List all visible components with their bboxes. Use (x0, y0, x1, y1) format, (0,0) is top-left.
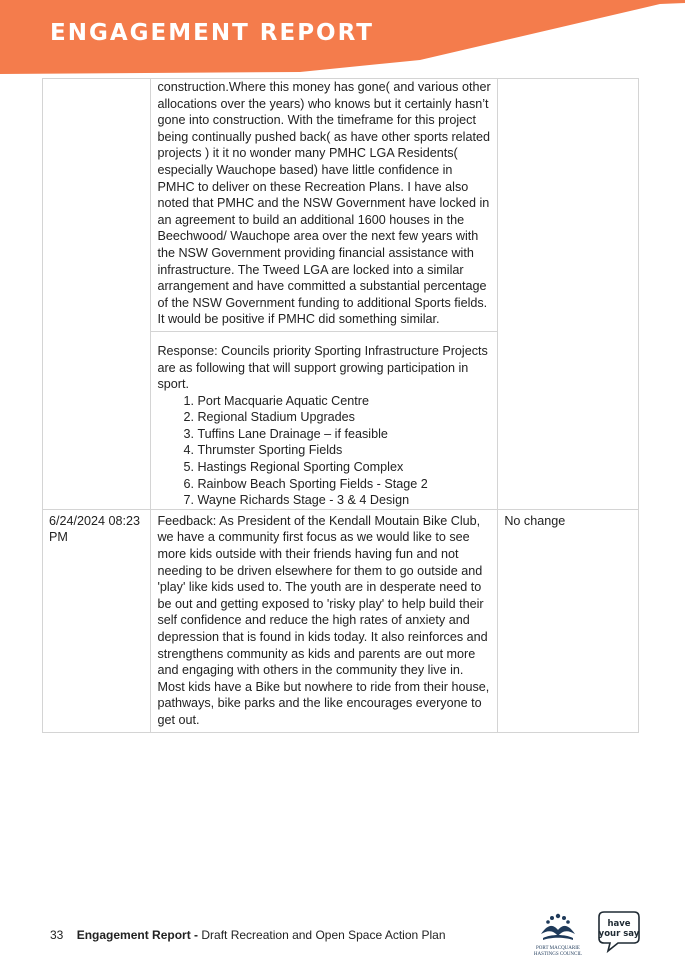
list-item: 2. Regional Stadium Upgrades (197, 409, 491, 426)
page-number: 33 (50, 928, 64, 942)
date-cell (43, 79, 151, 510)
change-cell: No change (498, 509, 639, 732)
council-logo-line2: HASTINGS COUNCIL (533, 952, 583, 957)
list-item: 4. Thrumster Sporting Fields (197, 442, 491, 459)
feedback-table (42, 78, 639, 733)
feedback-cell: Feedback: As President of the Kendall Moutain Bike Club, we have a community first focus as we would like to see more kids outside with their friends having fun and not needing to be driven elsewhere for them to go outside and 'play' like kids used to. The youth are in desperate need to be out and getting exposed to 'risky play' to help build their self confidence and reduce the high rates of anxiety and depression that is found in kids today. It also reinforces and strengthens community as kids and parents are out more and engaging with others in the community they live in. Most kids have a Bike but nowhere to ride from their house, pathways, bike parks and the like encourages everyone to get out. (151, 509, 498, 732)
feedback-cell: construction.Where this money has gone( and various other allocations over the years) who knows but it certainly hasn’t gone into construction. With the timeframe for this project being continually pushed back( as have other sports related projects ) it it no wonder many PMHC LGA Residents( especially Wauchope based) have little confidence in PMHC to deliver on these Recreation Plans. I have also noted that PMHC and the NSW Government have locked in an agreement to build an additional 1600 houses in the Beechwood/ Wauchope area over the next few years with the NSW Government providing financial assistance with infrastructure. The Tweed LGA are locked into a similar arrangement and have committed a substantial percentage of the NSW Government funding to additional Sports fields. It would be positive if PMHC did something similar. (151, 79, 498, 332)
response-cell (151, 331, 498, 509)
date-cell: 6/24/2024 08:23 PM (43, 509, 151, 732)
have-your-say-line1: have (607, 919, 631, 929)
table-row (43, 509, 639, 732)
have-your-say-logo (596, 908, 642, 956)
page-footer (50, 928, 446, 942)
priority-projects-list (157, 393, 491, 509)
response-intro: Response: Councils priority Sporting Infrastructure Projects are as following that will support growing participation in sport. (157, 343, 488, 392)
list-item: 5. Hastings Regional Sporting Complex (197, 459, 491, 476)
list-item: 6. Rainbow Beach Sporting Fields - Stage 2 (197, 476, 491, 493)
footer-document-title: Draft Recreation and Open Space Action Plan (198, 928, 446, 942)
have-your-say-line2: your say (598, 929, 640, 939)
council-logo-line1: PORT MACQUARIE (536, 946, 580, 951)
list-item: 7. Wayne Richards Stage - 3 & 4 Design (197, 492, 491, 509)
footer-report-label: Engagement Report - (76, 928, 199, 942)
council-logo (533, 910, 583, 958)
list-item: 1. Port Macquarie Aquatic Centre (197, 393, 491, 410)
table-row (43, 79, 639, 332)
page-title: ENGAGEMENT REPORT (50, 20, 374, 46)
list-item: 3. Tuffins Lane Drainage – if feasible (197, 426, 491, 443)
change-cell (498, 79, 639, 510)
